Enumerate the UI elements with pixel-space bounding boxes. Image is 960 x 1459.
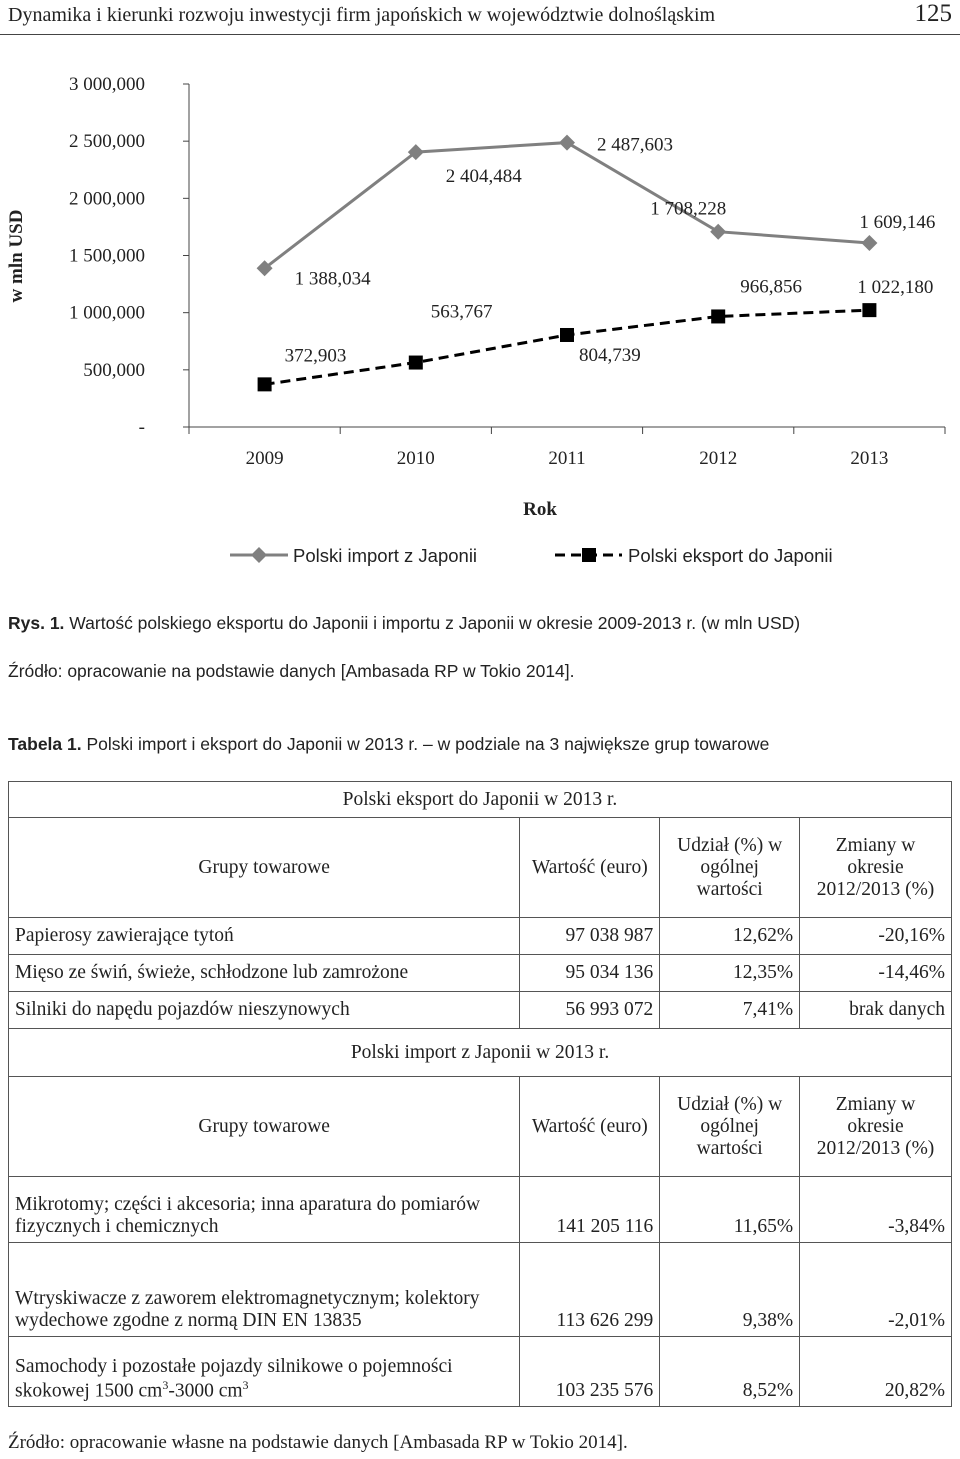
- series-line-import: [265, 143, 870, 269]
- figure-source: Źródło: opracowanie na podstawie danych [Ambasada RP w Tokio 2014].: [8, 661, 575, 681]
- x-tick-label: 2012: [699, 448, 738, 469]
- y-tick-label: 500,000: [83, 359, 145, 381]
- table-row: [9, 1243, 952, 1337]
- table-row: [9, 1177, 952, 1243]
- export-marker: [409, 356, 423, 370]
- y-tick-label: -: [138, 417, 145, 438]
- data-label: 563,767: [430, 301, 493, 323]
- cell-value: 56 993 072: [520, 992, 660, 1029]
- data-label: 1 609,146: [859, 212, 936, 234]
- running-title: Dynamika i kierunki rozwoju inwestycji firm japońskich w województwie dolnośląskim: [8, 4, 716, 26]
- cell-group: Samochody i pozostałe pojazdy silnikowe o pojemności skokowej 1500 $cm^3-3000$ $cm^3$: [9, 1337, 520, 1407]
- cell-share: 11,65%: [660, 1177, 800, 1243]
- cell-value: 141 205 116: [520, 1177, 660, 1243]
- table-source: Źródło: opracowanie własne na podstawie danych [Ambasada RP w Tokio 2014].: [8, 1432, 628, 1453]
- cell-value: 97 038 987: [520, 918, 660, 955]
- data-label: 2 487,603: [597, 134, 673, 156]
- page-header: [0, 0, 960, 35]
- table-row: [9, 955, 952, 992]
- data-label: 966,856: [740, 276, 802, 298]
- import-marker: [559, 135, 575, 151]
- cell-change: -2,01%: [800, 1243, 952, 1337]
- cell-value: 103 235 576: [520, 1337, 660, 1407]
- cell-share: 12,62%: [660, 918, 800, 955]
- y-tick-label: 1 000,000: [69, 302, 145, 324]
- figure-caption: [8, 613, 800, 635]
- header-cell: Udział (%) w ogólnej wartości: [660, 818, 800, 918]
- legend-import-marker: [251, 547, 267, 563]
- table-row: [9, 1337, 952, 1407]
- import-header-row: [9, 1077, 952, 1177]
- x-tick-label: 2011: [548, 448, 586, 469]
- cell-group: Wtryskiwacze z zaworem elektromagnetycznym; kolektory wydechowe zgodne z normą DIN EN 13835: [9, 1243, 520, 1337]
- import-title-row: [9, 1029, 952, 1077]
- cell-change: brak danych: [800, 992, 952, 1029]
- legend-import-label: Polski import z Japonii: [293, 545, 478, 566]
- table-row: [9, 992, 952, 1029]
- cell-share: 9,38%: [660, 1243, 800, 1337]
- export-marker: [560, 328, 574, 342]
- x-axis-title: Rok: [523, 499, 557, 520]
- data-label: 1 022,180: [857, 277, 934, 299]
- header-cell: Udział (%) w ogólnej wartości: [660, 1077, 800, 1177]
- header-cell: Zmiany w okresie 2012/2013 (%): [800, 818, 952, 918]
- cell-group: Mięso ze świń, świeże, schłodzone lub zamrożone: [9, 955, 520, 992]
- cell-group: Papierosy zawierające tytoń: [9, 918, 520, 955]
- header-cell: Grupy towarowe: [9, 1077, 520, 1177]
- export-marker: [711, 309, 725, 323]
- cell-share: 8,52%: [660, 1337, 800, 1407]
- series-line-export: [265, 310, 870, 384]
- line-chart: [0, 40, 960, 580]
- y-tick-label: 3 000,000: [69, 74, 145, 95]
- y-tick-label: 2 500,000: [69, 131, 145, 153]
- cell-share: 7,41%: [660, 992, 800, 1029]
- y-tick-label: 1 500,000: [69, 245, 145, 267]
- import-section-title: Polski import z Japonii w 2013 r.: [9, 1029, 952, 1077]
- x-tick-label: 2013: [850, 448, 889, 469]
- export-section-title: Polski eksport do Japonii w 2013 r.: [9, 782, 952, 818]
- cell-change: -14,46%: [800, 955, 952, 992]
- cell-change: 20,82%: [800, 1337, 952, 1407]
- x-tick-label: 2010: [396, 448, 435, 469]
- y-axis-title: w mln USD: [6, 209, 27, 303]
- import-marker: [861, 235, 877, 251]
- table-caption: [8, 734, 769, 756]
- export-header-row: [9, 818, 952, 918]
- cell-share: 12,35%: [660, 955, 800, 992]
- data-label: 1 388,034: [294, 268, 371, 290]
- x-tick-label: 2009: [245, 448, 284, 469]
- figure-caption-label: Rys. 1.: [8, 613, 65, 633]
- header-cell: Wartość (euro): [520, 818, 660, 918]
- data-label: 1 708,228: [650, 198, 727, 220]
- legend-export-label: Polski eksport do Japonii: [628, 545, 833, 566]
- cell-value: 95 034 136: [520, 955, 660, 992]
- cell-group: Mikrotomy; części i akcesoria; inna aparatura do pomiarów fizycznych i chemicznych: [9, 1177, 520, 1243]
- export-marker: [862, 303, 876, 317]
- data-label: 2 404,484: [445, 166, 522, 188]
- cell-value: 113 626 299: [520, 1243, 660, 1337]
- legend-export-marker: [582, 548, 596, 562]
- import-marker: [710, 224, 726, 240]
- cell-change: -20,16%: [800, 918, 952, 955]
- data-label: 372,903: [284, 345, 347, 367]
- cell-group: Silniki do napędu pojazdów nieszynowych: [9, 992, 520, 1029]
- export-marker: [258, 377, 272, 391]
- trade-table: [8, 781, 952, 1407]
- y-tick-label: 2 000,000: [69, 188, 145, 210]
- cell-change: -3,84%: [800, 1177, 952, 1243]
- table-caption-label: Tabela 1.: [8, 734, 82, 754]
- header-cell: Grupy towarowe: [9, 818, 520, 918]
- data-label: 804,739: [579, 344, 641, 366]
- page-number: 125: [914, 0, 952, 27]
- header-cell: Zmiany w okresie 2012/2013 (%): [800, 1077, 952, 1177]
- table-row: [9, 918, 952, 955]
- table-caption-text: Polski import i eksport do Japonii w 2013 r. – w podziale na 3 największe grup towarowe: [81, 734, 770, 754]
- figure-caption-text: Wartość polskiego eksportu do Japonii i importu z Japonii w okresie 2009-2013 r. (w mln USD): [64, 613, 801, 633]
- header-cell: Wartość (euro): [520, 1077, 660, 1177]
- export-title-row: [9, 782, 952, 818]
